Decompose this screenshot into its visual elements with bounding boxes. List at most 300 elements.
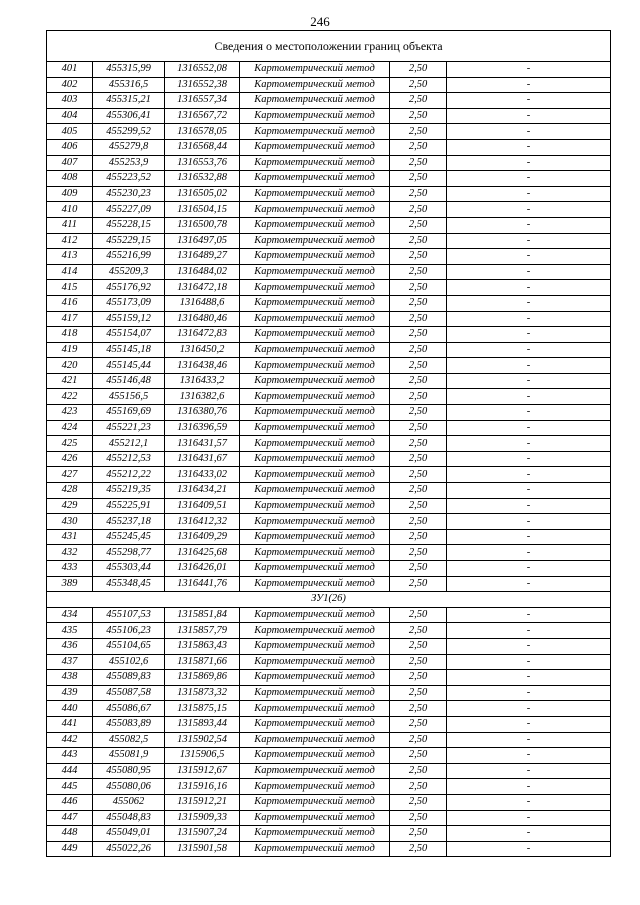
- method-cell: Картометрический метод: [240, 748, 390, 764]
- point-number-cell: 447: [47, 810, 93, 826]
- y-coordinate-cell: 1315871,66: [165, 654, 240, 670]
- y-coordinate-cell: 1315873,32: [165, 685, 240, 701]
- table-row: [47, 467, 611, 483]
- point-number-cell: 426: [47, 451, 93, 467]
- point-number-cell: 434: [47, 607, 93, 623]
- precision-cell: 2,50: [390, 498, 447, 514]
- y-coordinate-cell: 1315912,21: [165, 794, 240, 810]
- method-cell: Картометрический метод: [240, 826, 390, 842]
- method-cell: Картометрический метод: [240, 607, 390, 623]
- y-coordinate-cell: 1315912,67: [165, 763, 240, 779]
- description-cell: -: [447, 701, 611, 717]
- description-cell: -: [447, 576, 611, 592]
- y-coordinate-cell: 1315893,44: [165, 716, 240, 732]
- x-coordinate-cell: 455219,35: [93, 483, 165, 499]
- y-coordinate-cell: 1316489,27: [165, 249, 240, 265]
- y-coordinate-cell: 1316441,76: [165, 576, 240, 592]
- description-cell: -: [447, 451, 611, 467]
- table-row: [47, 732, 611, 748]
- x-coordinate-cell: 455212,53: [93, 451, 165, 467]
- y-coordinate-cell: 1316552,38: [165, 77, 240, 93]
- precision-cell: 2,50: [390, 763, 447, 779]
- description-cell: -: [447, 373, 611, 389]
- description-cell: -: [447, 405, 611, 421]
- y-coordinate-cell: 1316497,05: [165, 233, 240, 249]
- description-cell: -: [447, 685, 611, 701]
- point-number-cell: 417: [47, 311, 93, 327]
- precision-cell: 2,50: [390, 623, 447, 639]
- description-cell: -: [447, 779, 611, 795]
- x-coordinate-cell: 455212,1: [93, 436, 165, 452]
- point-number-cell: 442: [47, 732, 93, 748]
- precision-cell: 2,50: [390, 62, 447, 78]
- x-coordinate-cell: 455303,44: [93, 561, 165, 577]
- table-row: [47, 810, 611, 826]
- precision-cell: 2,50: [390, 280, 447, 296]
- point-number-cell: 424: [47, 420, 93, 436]
- table-row: [47, 545, 611, 561]
- method-cell: Картометрический метод: [240, 561, 390, 577]
- method-cell: Картометрический метод: [240, 514, 390, 530]
- method-cell: Картометрический метод: [240, 124, 390, 140]
- point-number-cell: 438: [47, 670, 93, 686]
- x-coordinate-cell: 455176,92: [93, 280, 165, 296]
- x-coordinate-cell: 455348,45: [93, 576, 165, 592]
- y-coordinate-cell: 1316504,15: [165, 202, 240, 218]
- precision-cell: 2,50: [390, 638, 447, 654]
- table-row: [47, 576, 611, 592]
- point-number-cell: 444: [47, 763, 93, 779]
- point-number-cell: 409: [47, 186, 93, 202]
- x-coordinate-cell: 455145,18: [93, 342, 165, 358]
- table-row: [47, 638, 611, 654]
- method-cell: Картометрический метод: [240, 264, 390, 280]
- description-cell: -: [447, 654, 611, 670]
- y-coordinate-cell: 1316431,67: [165, 451, 240, 467]
- description-cell: -: [447, 483, 611, 499]
- description-cell: -: [447, 77, 611, 93]
- precision-cell: 2,50: [390, 295, 447, 311]
- table-row: [47, 327, 611, 343]
- point-number-cell: 421: [47, 373, 93, 389]
- x-coordinate-cell: 455209,3: [93, 264, 165, 280]
- method-cell: Картометрический метод: [240, 295, 390, 311]
- precision-cell: 2,50: [390, 139, 447, 155]
- table-row: [47, 561, 611, 577]
- table-row: [47, 436, 611, 452]
- table-row: [47, 701, 611, 717]
- description-cell: -: [447, 841, 611, 857]
- y-coordinate-cell: 1315851,84: [165, 607, 240, 623]
- description-cell: -: [447, 327, 611, 343]
- x-coordinate-cell: 455225,91: [93, 498, 165, 514]
- y-coordinate-cell: 1316553,76: [165, 155, 240, 171]
- description-cell: -: [447, 732, 611, 748]
- description-cell: -: [447, 108, 611, 124]
- x-coordinate-cell: 455298,77: [93, 545, 165, 561]
- description-cell: -: [447, 249, 611, 265]
- description-cell: -: [447, 420, 611, 436]
- precision-cell: 2,50: [390, 670, 447, 686]
- table-row: [47, 280, 611, 296]
- y-coordinate-cell: 1316433,02: [165, 467, 240, 483]
- description-cell: -: [447, 638, 611, 654]
- x-coordinate-cell: 455237,18: [93, 514, 165, 530]
- x-coordinate-cell: 455083,89: [93, 716, 165, 732]
- y-coordinate-cell: 1316567,72: [165, 108, 240, 124]
- method-cell: Картометрический метод: [240, 483, 390, 499]
- x-coordinate-cell: 455080,06: [93, 779, 165, 795]
- x-coordinate-cell: 455227,09: [93, 202, 165, 218]
- x-coordinate-cell: 455107,53: [93, 607, 165, 623]
- description-cell: -: [447, 342, 611, 358]
- description-cell: -: [447, 529, 611, 545]
- point-number-cell: 440: [47, 701, 93, 717]
- method-cell: Картометрический метод: [240, 233, 390, 249]
- description-cell: -: [447, 358, 611, 374]
- x-coordinate-cell: 455316,5: [93, 77, 165, 93]
- precision-cell: 2,50: [390, 124, 447, 140]
- method-cell: Картометрический метод: [240, 670, 390, 686]
- table-title: Сведения о местоположении границ объекта: [47, 31, 611, 62]
- precision-cell: 2,50: [390, 732, 447, 748]
- y-coordinate-cell: 1316532,88: [165, 171, 240, 187]
- precision-cell: 2,50: [390, 358, 447, 374]
- description-cell: -: [447, 311, 611, 327]
- precision-cell: 2,50: [390, 794, 447, 810]
- precision-cell: 2,50: [390, 327, 447, 343]
- section-label: ЗУ1(26): [47, 592, 611, 608]
- table-row: [47, 202, 611, 218]
- y-coordinate-cell: 1316557,34: [165, 93, 240, 109]
- y-coordinate-cell: 1315875,15: [165, 701, 240, 717]
- y-coordinate-cell: 1316425,68: [165, 545, 240, 561]
- method-cell: Картометрический метод: [240, 794, 390, 810]
- description-cell: -: [447, 264, 611, 280]
- table-row: [47, 498, 611, 514]
- method-cell: Картометрический метод: [240, 467, 390, 483]
- point-number-cell: 443: [47, 748, 93, 764]
- description-cell: -: [447, 670, 611, 686]
- method-cell: Картометрический метод: [240, 217, 390, 233]
- table-row: [47, 186, 611, 202]
- method-cell: Картометрический метод: [240, 77, 390, 93]
- method-cell: Картометрический метод: [240, 716, 390, 732]
- precision-cell: 2,50: [390, 264, 447, 280]
- method-cell: Картометрический метод: [240, 685, 390, 701]
- method-cell: Картометрический метод: [240, 93, 390, 109]
- x-coordinate-cell: 455086,67: [93, 701, 165, 717]
- method-cell: Картометрический метод: [240, 576, 390, 592]
- y-coordinate-cell: 1316505,02: [165, 186, 240, 202]
- method-cell: Картометрический метод: [240, 358, 390, 374]
- y-coordinate-cell: 1316450,2: [165, 342, 240, 358]
- y-coordinate-cell: 1316431,57: [165, 436, 240, 452]
- x-coordinate-cell: 455154,07: [93, 327, 165, 343]
- y-coordinate-cell: 1316380,76: [165, 405, 240, 421]
- x-coordinate-cell: 455299,52: [93, 124, 165, 140]
- method-cell: Картометрический метод: [240, 841, 390, 857]
- y-coordinate-cell: 1316472,83: [165, 327, 240, 343]
- x-coordinate-cell: 455049,01: [93, 826, 165, 842]
- page-number: 246: [310, 14, 330, 29]
- y-coordinate-cell: 1316472,18: [165, 280, 240, 296]
- point-number-cell: 413: [47, 249, 93, 265]
- table-row: [47, 779, 611, 795]
- y-coordinate-cell: 1316484,02: [165, 264, 240, 280]
- x-coordinate-cell: 455159,12: [93, 311, 165, 327]
- description-cell: -: [447, 217, 611, 233]
- x-coordinate-cell: 455315,99: [93, 62, 165, 78]
- table-row: [47, 794, 611, 810]
- precision-cell: 2,50: [390, 233, 447, 249]
- method-cell: Картометрический метод: [240, 779, 390, 795]
- precision-cell: 2,50: [390, 514, 447, 530]
- precision-cell: 2,50: [390, 561, 447, 577]
- x-coordinate-cell: 455104,65: [93, 638, 165, 654]
- y-coordinate-cell: 1316382,6: [165, 389, 240, 405]
- precision-cell: 2,50: [390, 483, 447, 499]
- method-cell: Картометрический метод: [240, 171, 390, 187]
- y-coordinate-cell: 1315901,58: [165, 841, 240, 857]
- point-number-cell: 404: [47, 108, 93, 124]
- point-number-cell: 448: [47, 826, 93, 842]
- point-number-cell: 432: [47, 545, 93, 561]
- precision-cell: 2,50: [390, 249, 447, 265]
- description-cell: -: [447, 467, 611, 483]
- point-number-cell: 441: [47, 716, 93, 732]
- precision-cell: 2,50: [390, 420, 447, 436]
- description-cell: -: [447, 514, 611, 530]
- precision-cell: 2,50: [390, 108, 447, 124]
- precision-cell: 2,50: [390, 186, 447, 202]
- table-row: [47, 217, 611, 233]
- x-coordinate-cell: 455216,99: [93, 249, 165, 265]
- precision-cell: 2,50: [390, 607, 447, 623]
- x-coordinate-cell: 455106,23: [93, 623, 165, 639]
- table-row: [47, 373, 611, 389]
- method-cell: Картометрический метод: [240, 654, 390, 670]
- y-coordinate-cell: 1316409,29: [165, 529, 240, 545]
- method-cell: Картометрический метод: [240, 373, 390, 389]
- description-cell: -: [447, 436, 611, 452]
- x-coordinate-cell: 455315,21: [93, 93, 165, 109]
- precision-cell: 2,50: [390, 748, 447, 764]
- precision-cell: 2,50: [390, 654, 447, 670]
- y-coordinate-cell: 1316578,05: [165, 124, 240, 140]
- description-cell: -: [447, 826, 611, 842]
- precision-cell: 2,50: [390, 202, 447, 218]
- table-row: [47, 249, 611, 265]
- description-cell: -: [447, 498, 611, 514]
- point-number-cell: 411: [47, 217, 93, 233]
- x-coordinate-cell: 455221,23: [93, 420, 165, 436]
- x-coordinate-cell: 455212,22: [93, 467, 165, 483]
- y-coordinate-cell: 1316480,46: [165, 311, 240, 327]
- x-coordinate-cell: 455087,58: [93, 685, 165, 701]
- precision-cell: 2,50: [390, 342, 447, 358]
- method-cell: Картометрический метод: [240, 498, 390, 514]
- method-cell: Картометрический метод: [240, 529, 390, 545]
- table-row: [47, 607, 611, 623]
- description-cell: -: [447, 810, 611, 826]
- y-coordinate-cell: 1315863,43: [165, 638, 240, 654]
- method-cell: Картометрический метод: [240, 186, 390, 202]
- x-coordinate-cell: 455306,41: [93, 108, 165, 124]
- table-row: [47, 389, 611, 405]
- precision-cell: 2,50: [390, 217, 447, 233]
- table-row: [47, 77, 611, 93]
- table-row: [47, 342, 611, 358]
- table-row: [47, 93, 611, 109]
- x-coordinate-cell: 455082,5: [93, 732, 165, 748]
- y-coordinate-cell: 1316568,44: [165, 139, 240, 155]
- description-cell: -: [447, 748, 611, 764]
- point-number-cell: 419: [47, 342, 93, 358]
- method-cell: Картометрический метод: [240, 732, 390, 748]
- method-cell: Картометрический метод: [240, 763, 390, 779]
- x-coordinate-cell: 455145,44: [93, 358, 165, 374]
- coordinates-table: [46, 30, 611, 857]
- point-number-cell: 406: [47, 139, 93, 155]
- description-cell: -: [447, 62, 611, 78]
- precision-cell: 2,50: [390, 779, 447, 795]
- y-coordinate-cell: 1315907,24: [165, 826, 240, 842]
- y-coordinate-cell: 1316500,78: [165, 217, 240, 233]
- point-number-cell: 439: [47, 685, 93, 701]
- x-coordinate-cell: 455169,69: [93, 405, 165, 421]
- precision-cell: 2,50: [390, 529, 447, 545]
- method-cell: Картометрический метод: [240, 249, 390, 265]
- precision-cell: 2,50: [390, 545, 447, 561]
- y-coordinate-cell: 1316433,2: [165, 373, 240, 389]
- point-number-cell: 405: [47, 124, 93, 140]
- method-cell: Картометрический метод: [240, 280, 390, 296]
- description-cell: -: [447, 155, 611, 171]
- point-number-cell: 446: [47, 794, 93, 810]
- method-cell: Картометрический метод: [240, 155, 390, 171]
- point-number-cell: 408: [47, 171, 93, 187]
- section-row: [47, 592, 611, 608]
- x-coordinate-cell: 455081,9: [93, 748, 165, 764]
- precision-cell: 2,50: [390, 373, 447, 389]
- point-number-cell: 403: [47, 93, 93, 109]
- y-coordinate-cell: 1315906,5: [165, 748, 240, 764]
- y-coordinate-cell: 1315902,54: [165, 732, 240, 748]
- description-cell: -: [447, 171, 611, 187]
- method-cell: Картометрический метод: [240, 420, 390, 436]
- table-row: [47, 670, 611, 686]
- description-cell: -: [447, 716, 611, 732]
- point-number-cell: 418: [47, 327, 93, 343]
- x-coordinate-cell: 455102,6: [93, 654, 165, 670]
- x-coordinate-cell: 455156,5: [93, 389, 165, 405]
- description-cell: -: [447, 186, 611, 202]
- table-row: [47, 62, 611, 78]
- table-row: [47, 654, 611, 670]
- method-cell: Картометрический метод: [240, 202, 390, 218]
- description-cell: -: [447, 202, 611, 218]
- table-row: [47, 748, 611, 764]
- description-cell: -: [447, 233, 611, 249]
- description-cell: -: [447, 763, 611, 779]
- method-cell: Картометрический метод: [240, 545, 390, 561]
- table-row: [47, 483, 611, 499]
- y-coordinate-cell: 1316412,32: [165, 514, 240, 530]
- point-number-cell: 422: [47, 389, 93, 405]
- precision-cell: 2,50: [390, 436, 447, 452]
- point-number-cell: 410: [47, 202, 93, 218]
- precision-cell: 2,50: [390, 701, 447, 717]
- table-row: [47, 623, 611, 639]
- description-cell: -: [447, 607, 611, 623]
- y-coordinate-cell: 1315909,33: [165, 810, 240, 826]
- y-coordinate-cell: 1316409,51: [165, 498, 240, 514]
- precision-cell: 2,50: [390, 576, 447, 592]
- table-row: [47, 685, 611, 701]
- point-number-cell: 436: [47, 638, 93, 654]
- precision-cell: 2,50: [390, 810, 447, 826]
- table-row: [47, 264, 611, 280]
- point-number-cell: 389: [47, 576, 93, 592]
- method-cell: Картометрический метод: [240, 810, 390, 826]
- table-row: [47, 233, 611, 249]
- x-coordinate-cell: 455279,8: [93, 139, 165, 155]
- x-coordinate-cell: 455062: [93, 794, 165, 810]
- x-coordinate-cell: 455253,9: [93, 155, 165, 171]
- x-coordinate-cell: 455173,09: [93, 295, 165, 311]
- table-row: [47, 405, 611, 421]
- description-cell: -: [447, 794, 611, 810]
- precision-cell: 2,50: [390, 389, 447, 405]
- description-cell: -: [447, 295, 611, 311]
- precision-cell: 2,50: [390, 93, 447, 109]
- table-row: [47, 451, 611, 467]
- x-coordinate-cell: 455089,83: [93, 670, 165, 686]
- point-number-cell: 425: [47, 436, 93, 452]
- precision-cell: 2,50: [390, 451, 447, 467]
- table-row: [47, 139, 611, 155]
- point-number-cell: 412: [47, 233, 93, 249]
- method-cell: Картометрический метод: [240, 623, 390, 639]
- point-number-cell: 445: [47, 779, 93, 795]
- point-number-cell: 407: [47, 155, 93, 171]
- precision-cell: 2,50: [390, 685, 447, 701]
- precision-cell: 2,50: [390, 826, 447, 842]
- x-coordinate-cell: 455245,45: [93, 529, 165, 545]
- y-coordinate-cell: 1316438,46: [165, 358, 240, 374]
- y-coordinate-cell: 1316396,59: [165, 420, 240, 436]
- table-row: [47, 108, 611, 124]
- precision-cell: 2,50: [390, 405, 447, 421]
- point-number-cell: 427: [47, 467, 93, 483]
- x-coordinate-cell: 455048,83: [93, 810, 165, 826]
- x-coordinate-cell: 455223,52: [93, 171, 165, 187]
- precision-cell: 2,50: [390, 77, 447, 93]
- table-row: [47, 155, 611, 171]
- precision-cell: 2,50: [390, 841, 447, 857]
- point-number-cell: 437: [47, 654, 93, 670]
- description-cell: -: [447, 280, 611, 296]
- description-cell: -: [447, 561, 611, 577]
- method-cell: Картометрический метод: [240, 311, 390, 327]
- table-row: [47, 311, 611, 327]
- table-row: [47, 841, 611, 857]
- table-row: [47, 763, 611, 779]
- y-coordinate-cell: 1316488,6: [165, 295, 240, 311]
- x-coordinate-cell: 455229,15: [93, 233, 165, 249]
- method-cell: Картометрический метод: [240, 342, 390, 358]
